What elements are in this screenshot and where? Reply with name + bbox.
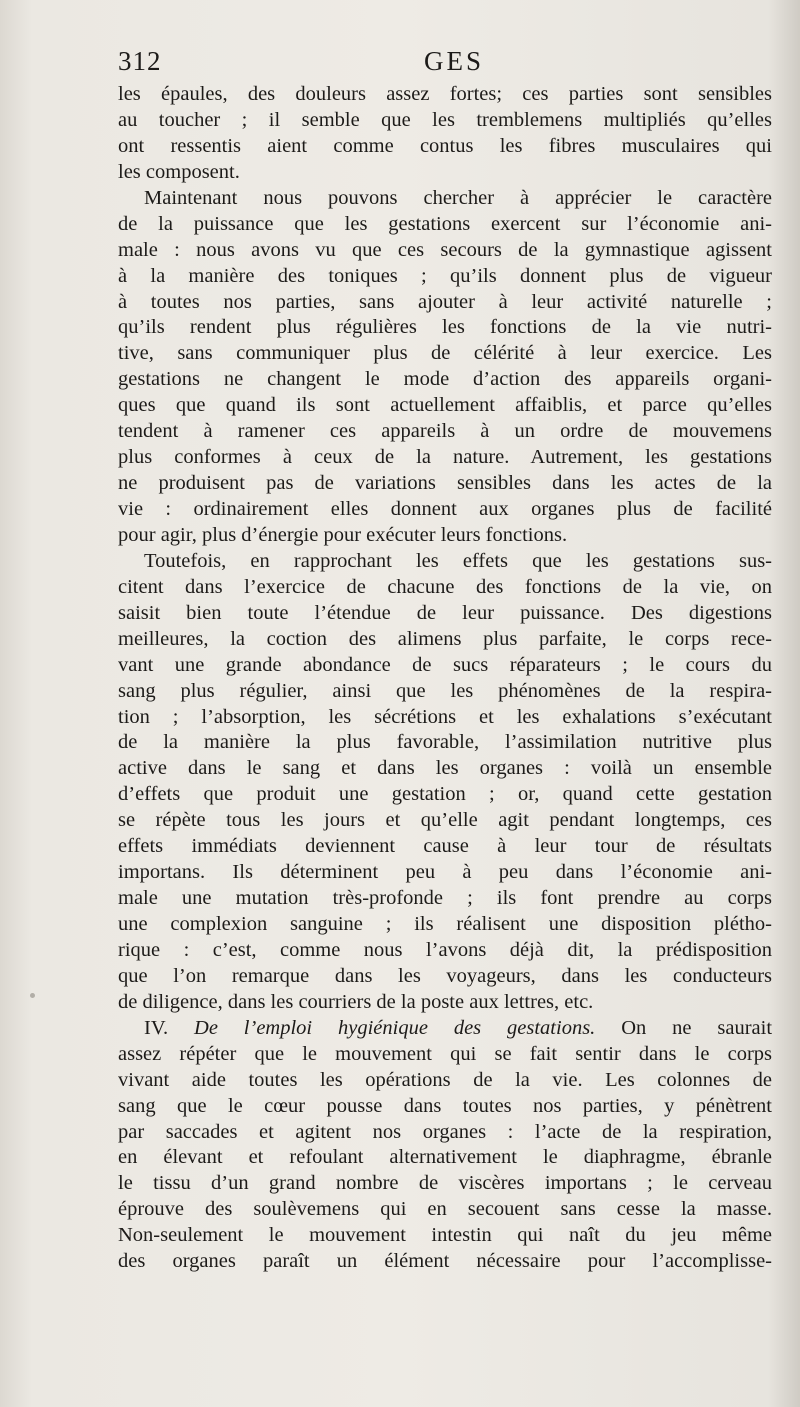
text-line: les composent. xyxy=(118,160,240,183)
page-number: 312 xyxy=(118,46,162,76)
text-line: male une mutation très-profonde ; ils font prendre au corps xyxy=(118,887,772,910)
text-line: tion ; l’absorption, les sécrétions et les exhalations s’exécutant xyxy=(118,705,772,728)
text-line: tendent à ramener ces appareils à un ordre de mouvemens xyxy=(118,420,772,443)
text-line: rique : c’est, comme nous l’avons déjà dit, la prédisposition xyxy=(118,938,772,961)
text-line: ne produisent pas de variations sensibles dans les actes de la xyxy=(118,472,772,495)
text-line: au toucher ; il semble que les tremblemens multipliés qu’elles xyxy=(118,108,772,131)
text-line: saisit bien toute l’étendue de leur puissance. Des digestions xyxy=(118,601,772,624)
text-line: sang plus régulier, ainsi que les phénomènes de la respira- xyxy=(118,679,772,702)
text-line: assez répéter que le mouvement qui se fait sentir dans le corps xyxy=(118,1042,772,1065)
text-line: active dans le sang et dans les organes : voilà un ensemble xyxy=(118,757,772,780)
text-line: tive, sans communiquer plus de célérité à leur exercice. Les xyxy=(118,342,772,365)
text-line: des organes paraît un élément nécessaire pour l’accomplisse- xyxy=(118,1250,772,1273)
running-title: GES xyxy=(423,46,484,76)
text-line: par saccades et agitent nos organes : l’acte de la respiration, xyxy=(118,1120,772,1143)
text-line: Non-seulement le mouvement intestin qui naît du jeu même xyxy=(118,1224,772,1247)
text-line: importans. Ils déterminent peu à peu dans l’économie ani- xyxy=(118,861,772,884)
text-line: male : nous avons vu que ces secours de la gymnastique agissent xyxy=(118,238,772,261)
section-title: De l’emploi hygiénique des gestations. xyxy=(194,1016,596,1039)
text-line: pour agir, plus d’énergie pour exécuter leurs fonctions. xyxy=(118,523,568,546)
body-text xyxy=(118,82,772,1275)
text-line: éprouve des soulèvemens qui en secouent sans cesse la masse. xyxy=(118,1198,772,1221)
text-line: une complexion sanguine ; ils réalisent une disposition pléthо- xyxy=(118,913,772,935)
margin-speck xyxy=(30,993,35,998)
section-number: IV. xyxy=(144,1016,169,1039)
text-line: que l’on remarque dans les voyageurs, dans les conducteurs xyxy=(118,964,772,987)
section-first-words: On ne saurait xyxy=(621,1016,773,1039)
paragraph-start-line: Maintenant nous pouvons chercher à apprécier le caractère xyxy=(144,186,772,209)
text-line: plus conformes à ceux de la nature. Autrement, les gestations xyxy=(118,446,772,469)
text-line: de diligence, dans les courriers de la poste aux lettres, etc. xyxy=(118,990,594,1013)
text-line: en élevant et refoulant alternativement le diaphragme, ébranle xyxy=(118,1146,772,1169)
text-line: ques que quand ils sont actuellement affaiblis, et parce qu’elles xyxy=(118,394,772,417)
text-line: le tissu d’un grand nombre de viscères importans ; le cerveau xyxy=(118,1172,772,1195)
text-line: se répète tous les jours et qu’elle agit pendant longtemps, ces xyxy=(118,809,772,832)
text-line: qu’ils rendent plus régulières les fonctions de la vie nutri- xyxy=(118,316,772,339)
text-line: sang que le cœur pousse dans toutes nos parties, y pénètrent xyxy=(118,1094,772,1117)
section-heading-line xyxy=(118,1016,772,1042)
text-line: vant une grande abondance de sucs réparateurs ; le cours du xyxy=(118,653,772,676)
text-line: vie : ordinairement elles donnent aux organes plus de facilité xyxy=(118,498,772,520)
text-line: vivant aide toutes les opérations de la vie. Les colonnes de xyxy=(118,1068,772,1091)
text-line: meilleures, la coction des alimens plus parfaite, le corps rece- xyxy=(118,627,772,650)
text-line: à toutes nos parties, sans ajouter à leur activité naturelle ; xyxy=(118,290,772,313)
text-line: de la puissance que les gestations exercent sur l’économie ani- xyxy=(118,212,772,235)
text-line: citent dans l’exercice de chacune des fonctions de la vie, on xyxy=(118,575,772,598)
text-line: effets immédiats deviennent cause à leur tour de résultats xyxy=(118,835,772,858)
text-line: d’effets que produit une gestation ; or, quand cette gestation xyxy=(118,783,772,806)
running-head xyxy=(118,46,772,78)
text-line: de la manière la plus favorable, l’assimilation nutritive plus xyxy=(118,731,772,754)
text-line: à la manière des toniques ; qu’ils donnent plus de vigueur xyxy=(118,264,772,287)
paragraph-start-line: Toutefois, en rapprochant les effets que les gestations sus- xyxy=(144,549,772,572)
text-line: les épaules, des douleurs assez fortes; ces parties sont sensibles xyxy=(118,83,772,105)
text-line: gestations ne changent le mode d’action des appareils organi- xyxy=(118,368,772,391)
text-line: ont ressentis aient comme contus les fibres musculaires qui xyxy=(118,134,772,157)
